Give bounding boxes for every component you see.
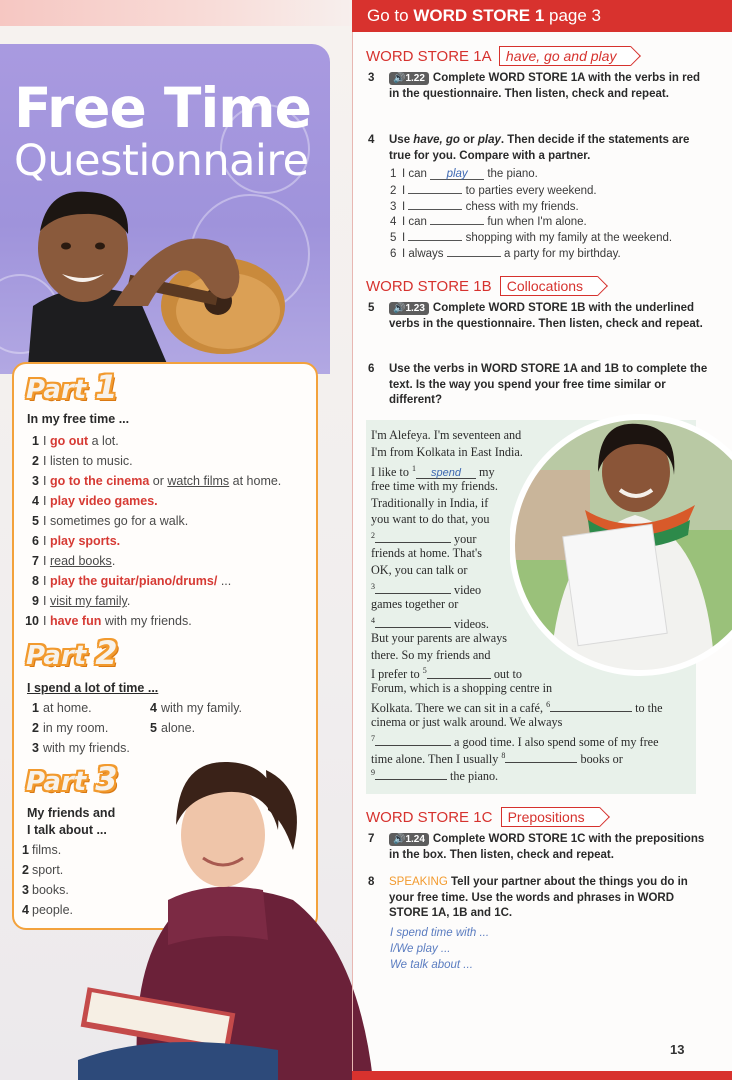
list-item xyxy=(22,431,281,451)
text-line xyxy=(371,528,536,545)
gap-number: 2 xyxy=(371,531,375,541)
gap-blank[interactable] xyxy=(375,532,451,543)
item-verb-red: go out xyxy=(49,434,89,448)
item-number: 2 xyxy=(32,721,39,735)
part-word: Part xyxy=(26,375,87,405)
sentence-number: 4 xyxy=(390,216,397,229)
exercise-number: 8 xyxy=(368,876,375,888)
gap-blank[interactable] xyxy=(550,701,632,712)
item-text: sport. xyxy=(32,863,64,877)
exercise-text: Tell your partner about the things you do in your free time. Use the words and phrases in WORD STORE 1A, 1B and 1C. xyxy=(389,876,688,919)
sentence-blank[interactable] xyxy=(447,246,501,257)
gap-blank[interactable] xyxy=(505,752,577,763)
gap-blank[interactable] xyxy=(375,617,451,628)
item-number: 3 xyxy=(32,474,39,488)
item-number: 2 xyxy=(22,863,29,877)
exercise-number: 4 xyxy=(368,134,375,146)
sentence-text: to parties every weekend. xyxy=(462,184,597,197)
speaking-prompt: I spend time with ... xyxy=(390,927,490,939)
text-fragment: my xyxy=(475,464,495,479)
word-store-1a-heading xyxy=(366,46,631,66)
item-text: people. xyxy=(32,903,74,917)
sentence-text: the piano. xyxy=(484,168,538,180)
sentence-text: I xyxy=(402,184,409,197)
sentence-text: fun when I'm alone. xyxy=(484,216,587,229)
list-item xyxy=(22,860,73,880)
item-number: 3 xyxy=(22,883,29,897)
list-item xyxy=(22,571,281,591)
exercise-7 xyxy=(368,832,708,863)
word-store-1b-heading xyxy=(366,276,598,296)
banner-prefix: Go to xyxy=(367,6,414,25)
sentence-blank[interactable] xyxy=(430,214,484,225)
item-number: 5 xyxy=(32,514,39,528)
list-item xyxy=(22,591,281,611)
item-text: I xyxy=(43,594,50,608)
text-line xyxy=(371,613,536,630)
item-number: 1 xyxy=(32,434,39,448)
sentence xyxy=(390,214,672,230)
item-text: I xyxy=(43,474,50,488)
text-line: there. So my friends and xyxy=(371,647,491,662)
text-fragment: to the xyxy=(632,701,663,716)
sentence-blank[interactable] xyxy=(408,183,462,194)
list-item xyxy=(22,511,281,531)
column-divider xyxy=(352,32,353,1080)
part-1-list xyxy=(22,431,281,631)
text-fragment: out to xyxy=(490,667,522,682)
audio-track: 1.23 xyxy=(405,303,425,314)
part-word: Part xyxy=(26,767,87,797)
text-fragment: I prefer to xyxy=(371,667,423,682)
speaker-icon[interactable]: 🔊1.24 xyxy=(389,833,429,846)
item-text: I xyxy=(43,574,50,588)
gap-number: 4 xyxy=(371,615,375,625)
part-word: Part xyxy=(26,641,87,671)
gap-number: 3 xyxy=(371,582,375,592)
part-number: 2 xyxy=(95,634,118,672)
alefeya-photo xyxy=(510,410,732,680)
sentence-text: a party for my birthday. xyxy=(500,247,621,260)
exercise-5 xyxy=(368,301,708,332)
text-line xyxy=(371,663,536,680)
text-line: games together or xyxy=(371,596,459,611)
questionnaire-title-line-1: Free Time xyxy=(14,76,311,140)
list-item xyxy=(22,471,281,491)
sentence xyxy=(390,183,672,199)
exercise-4-sentences xyxy=(390,167,672,262)
sentence xyxy=(390,246,672,262)
text-line: Forum, which is a shopping centre in xyxy=(371,681,553,696)
item-number: 3 xyxy=(32,741,39,755)
sentence-number: 1 xyxy=(390,168,397,180)
text-fragment: Kolkata. There we can sit in a café, xyxy=(371,701,547,716)
speaking-prompts xyxy=(390,925,489,973)
item-text: alone. xyxy=(161,721,196,735)
page-number: 13 xyxy=(670,1042,685,1057)
gap-blank[interactable] xyxy=(375,583,451,594)
text-line: I'm Alefeya. I'm seventeen and xyxy=(371,428,522,442)
item-number: 8 xyxy=(32,574,39,588)
exercise-8 xyxy=(368,875,708,922)
list-item xyxy=(22,531,281,551)
text-line: OK, you can talk or xyxy=(371,563,468,578)
list-item xyxy=(22,840,73,860)
item-number: 9 xyxy=(32,594,39,608)
audio-track: 1.24 xyxy=(405,834,425,845)
word-store-tag: have, go and play xyxy=(499,46,632,66)
gap-number: 5 xyxy=(422,666,427,676)
audio-track: 1.22 xyxy=(405,73,425,84)
sentence-blank[interactable]: play xyxy=(430,169,484,180)
text-line: you want to do that, you xyxy=(371,512,490,527)
questionnaire-title-line-2: Questionnaire xyxy=(14,136,309,186)
exercise-number: 6 xyxy=(368,363,375,375)
exercise-text-italic: have, go xyxy=(413,134,460,146)
text-line: Traditionally in India, if xyxy=(371,495,489,510)
item-verb-red: play the guitar/piano/drums/ xyxy=(49,574,218,588)
part-1-heading xyxy=(26,368,118,406)
item-verb-red: go to the cinema xyxy=(49,474,150,488)
part-1-intro: In my free time ... xyxy=(27,412,130,426)
word-store-label: WORD STORE 1C xyxy=(366,809,493,826)
exercise-number: 7 xyxy=(368,833,375,845)
exercise-text: or xyxy=(459,134,478,146)
text-line: free time with my friends. xyxy=(371,478,498,493)
item-text: in my room. xyxy=(43,721,109,735)
item-number: 4 xyxy=(22,903,29,917)
sentence-blank[interactable] xyxy=(408,230,462,241)
exercise-body xyxy=(389,301,708,332)
sentence-number: 5 xyxy=(390,232,397,245)
item-text: at home. xyxy=(43,701,92,715)
item-number: 1 xyxy=(22,843,29,857)
list-item xyxy=(22,551,281,571)
sentence-text: chess with my friends. xyxy=(462,200,579,213)
item-verb-underlined: visit my family xyxy=(49,594,127,608)
part-number: 3 xyxy=(95,760,118,798)
item-number: 2 xyxy=(32,454,39,468)
gap-number: 6 xyxy=(546,700,551,710)
word-store-label: WORD STORE 1A xyxy=(366,48,491,65)
exercise-number: 5 xyxy=(368,302,375,314)
text-fragment: I like to xyxy=(371,464,412,479)
exercise-body xyxy=(389,71,708,102)
sentence xyxy=(390,167,672,183)
part-2-intro: I spend a lot of time ... xyxy=(27,681,159,695)
part-3-list xyxy=(22,840,73,920)
item-verb-red: play sports. xyxy=(49,534,121,548)
list-item xyxy=(22,698,130,718)
item-text: with my friends. xyxy=(43,741,130,755)
sentence-number: 2 xyxy=(390,184,397,197)
item-text: or xyxy=(149,474,168,488)
item-text: with my friends. xyxy=(101,614,192,628)
part-2-heading xyxy=(26,634,118,672)
sentence-text: I xyxy=(402,200,409,213)
part-number: 1 xyxy=(95,368,118,406)
list-item xyxy=(22,491,281,511)
boy-with-guitar-photo xyxy=(18,186,288,366)
item-text: I sometimes go for a walk. xyxy=(43,514,189,528)
word-store-tag: Collocations xyxy=(500,276,598,296)
item-number: 4 xyxy=(150,701,157,715)
text-line xyxy=(371,697,663,716)
exercise-3 xyxy=(368,71,708,102)
list-item xyxy=(140,698,242,718)
go-to-word-store-banner xyxy=(352,0,732,32)
text-line: friends at home. That's xyxy=(371,546,482,561)
item-text: I xyxy=(43,534,50,548)
text-fragment: the piano. xyxy=(447,768,499,783)
sentence-text: I can xyxy=(402,216,431,229)
girl-reading-photo xyxy=(78,730,378,1080)
speaking-label: SPEAKING xyxy=(389,876,448,888)
gap-1-answer: spend xyxy=(416,468,476,479)
sentence-blank[interactable] xyxy=(408,199,462,210)
text-fragment: videos. xyxy=(451,616,489,631)
part-3-intro-line-2: I talk about ... xyxy=(27,823,107,837)
text-line xyxy=(371,461,536,478)
item-text: I xyxy=(43,614,50,628)
text-line: cinema or just walk around. We always xyxy=(371,715,563,730)
part-3-intro-line-1: My friends and xyxy=(27,806,116,820)
text-fragment: video xyxy=(451,583,482,598)
gap-blank[interactable] xyxy=(375,735,451,746)
text-line: But your parents are always xyxy=(371,630,508,645)
list-item xyxy=(22,880,73,900)
item-verb-red: have fun xyxy=(49,614,102,628)
item-text: I xyxy=(43,434,50,448)
item-verb-red: play video games. xyxy=(49,494,158,508)
exercise-6 xyxy=(368,362,708,409)
exercise-body xyxy=(389,832,708,863)
gap-number: 7 xyxy=(371,734,375,744)
text-fragment: books or xyxy=(577,751,623,766)
exercise-text: . Then decide if the statements are true for you. Compare with a partner. xyxy=(389,134,690,162)
list-item xyxy=(22,900,73,920)
item-number: 6 xyxy=(32,534,39,548)
list-item xyxy=(22,451,281,471)
sentence xyxy=(390,199,672,215)
word-store-tag: Prepositions xyxy=(501,807,600,827)
text-line xyxy=(371,579,536,596)
banner-strong: WORD STORE 1 xyxy=(413,6,545,25)
speaking-prompt: I/We play ... xyxy=(390,943,451,955)
list-item xyxy=(22,611,281,631)
gap-number: 8 xyxy=(501,750,506,760)
item-text: ... xyxy=(217,574,232,588)
speaker-icon[interactable]: 🔊1.22 xyxy=(389,72,429,85)
exercise-body xyxy=(389,875,708,922)
gap-number: 9 xyxy=(371,767,375,777)
word-store-1c-heading xyxy=(366,807,600,827)
word-store-label: WORD STORE 1B xyxy=(366,278,492,295)
item-number: 10 xyxy=(25,614,39,628)
exercise-body xyxy=(389,133,708,164)
speaking-prompt: We talk about ... xyxy=(390,959,473,971)
exercise-text: Use xyxy=(389,134,414,146)
item-number: 5 xyxy=(150,721,157,735)
item-number: 4 xyxy=(32,494,39,508)
item-text: at home. xyxy=(229,474,282,488)
sentence-text: I xyxy=(402,232,409,245)
exercise-text: Use the verbs in WORD STORE 1A and 1B to complete the text. Is the way you spend your free time similar or different? xyxy=(389,363,708,406)
exercise-text: Complete WORD STORE 1C with the prepositions in the box. Then listen, check and repeat. xyxy=(389,833,705,861)
item-verb-underlined: watch films xyxy=(167,474,230,488)
item-number: 7 xyxy=(32,554,39,568)
text-fragment: a good time. I also spend some of my free xyxy=(451,735,659,750)
text-line xyxy=(371,765,536,782)
text-line xyxy=(371,731,659,750)
item-text: I xyxy=(43,554,50,568)
item-text: I xyxy=(43,494,50,508)
gap-number: 1 xyxy=(411,463,416,473)
item-text: with my family. xyxy=(161,701,243,715)
text-fragment: your xyxy=(451,532,477,547)
bottom-color-strip xyxy=(352,1071,732,1080)
exercise-number: 3 xyxy=(368,72,375,84)
exercise-4 xyxy=(368,133,708,164)
text-line: I'm from Kolkata in East India. xyxy=(371,444,523,459)
exercise-text: Complete WORD STORE 1A with the verbs in red in the questionnaire. Then listen, check and repeat. xyxy=(389,72,701,100)
item-text: books. xyxy=(32,883,69,897)
item-text: . xyxy=(126,594,131,608)
exercise-text-italic: play xyxy=(477,134,501,146)
gap-blank[interactable] xyxy=(375,769,447,780)
item-text: . xyxy=(111,554,116,568)
item-number: 1 xyxy=(32,701,39,715)
alefeya-text xyxy=(371,427,663,783)
text-line xyxy=(371,748,623,766)
sentence-text: I always xyxy=(402,247,447,260)
item-verb-underlined: read books xyxy=(49,554,112,568)
gap-blank[interactable] xyxy=(427,668,491,679)
text-fragment: time alone. Then I usually xyxy=(371,751,502,766)
sentence xyxy=(390,230,672,246)
sentence-number: 6 xyxy=(390,247,397,260)
item-text: I listen to music. xyxy=(43,454,133,468)
sentence-text: shopping with my family at the weekend. xyxy=(462,232,673,245)
item-text: a lot. xyxy=(88,434,119,448)
top-color-band xyxy=(0,0,352,26)
sentence-number: 3 xyxy=(390,200,397,213)
sentence-text: I can xyxy=(402,168,431,180)
speaker-icon[interactable]: 🔊1.23 xyxy=(389,302,429,315)
banner-suffix: page 3 xyxy=(544,6,602,25)
exercise-text: Complete WORD STORE 1B with the underlined verbs in the questionnaire. Then listen, check and repeat. xyxy=(389,302,703,330)
item-text: films. xyxy=(32,843,62,857)
